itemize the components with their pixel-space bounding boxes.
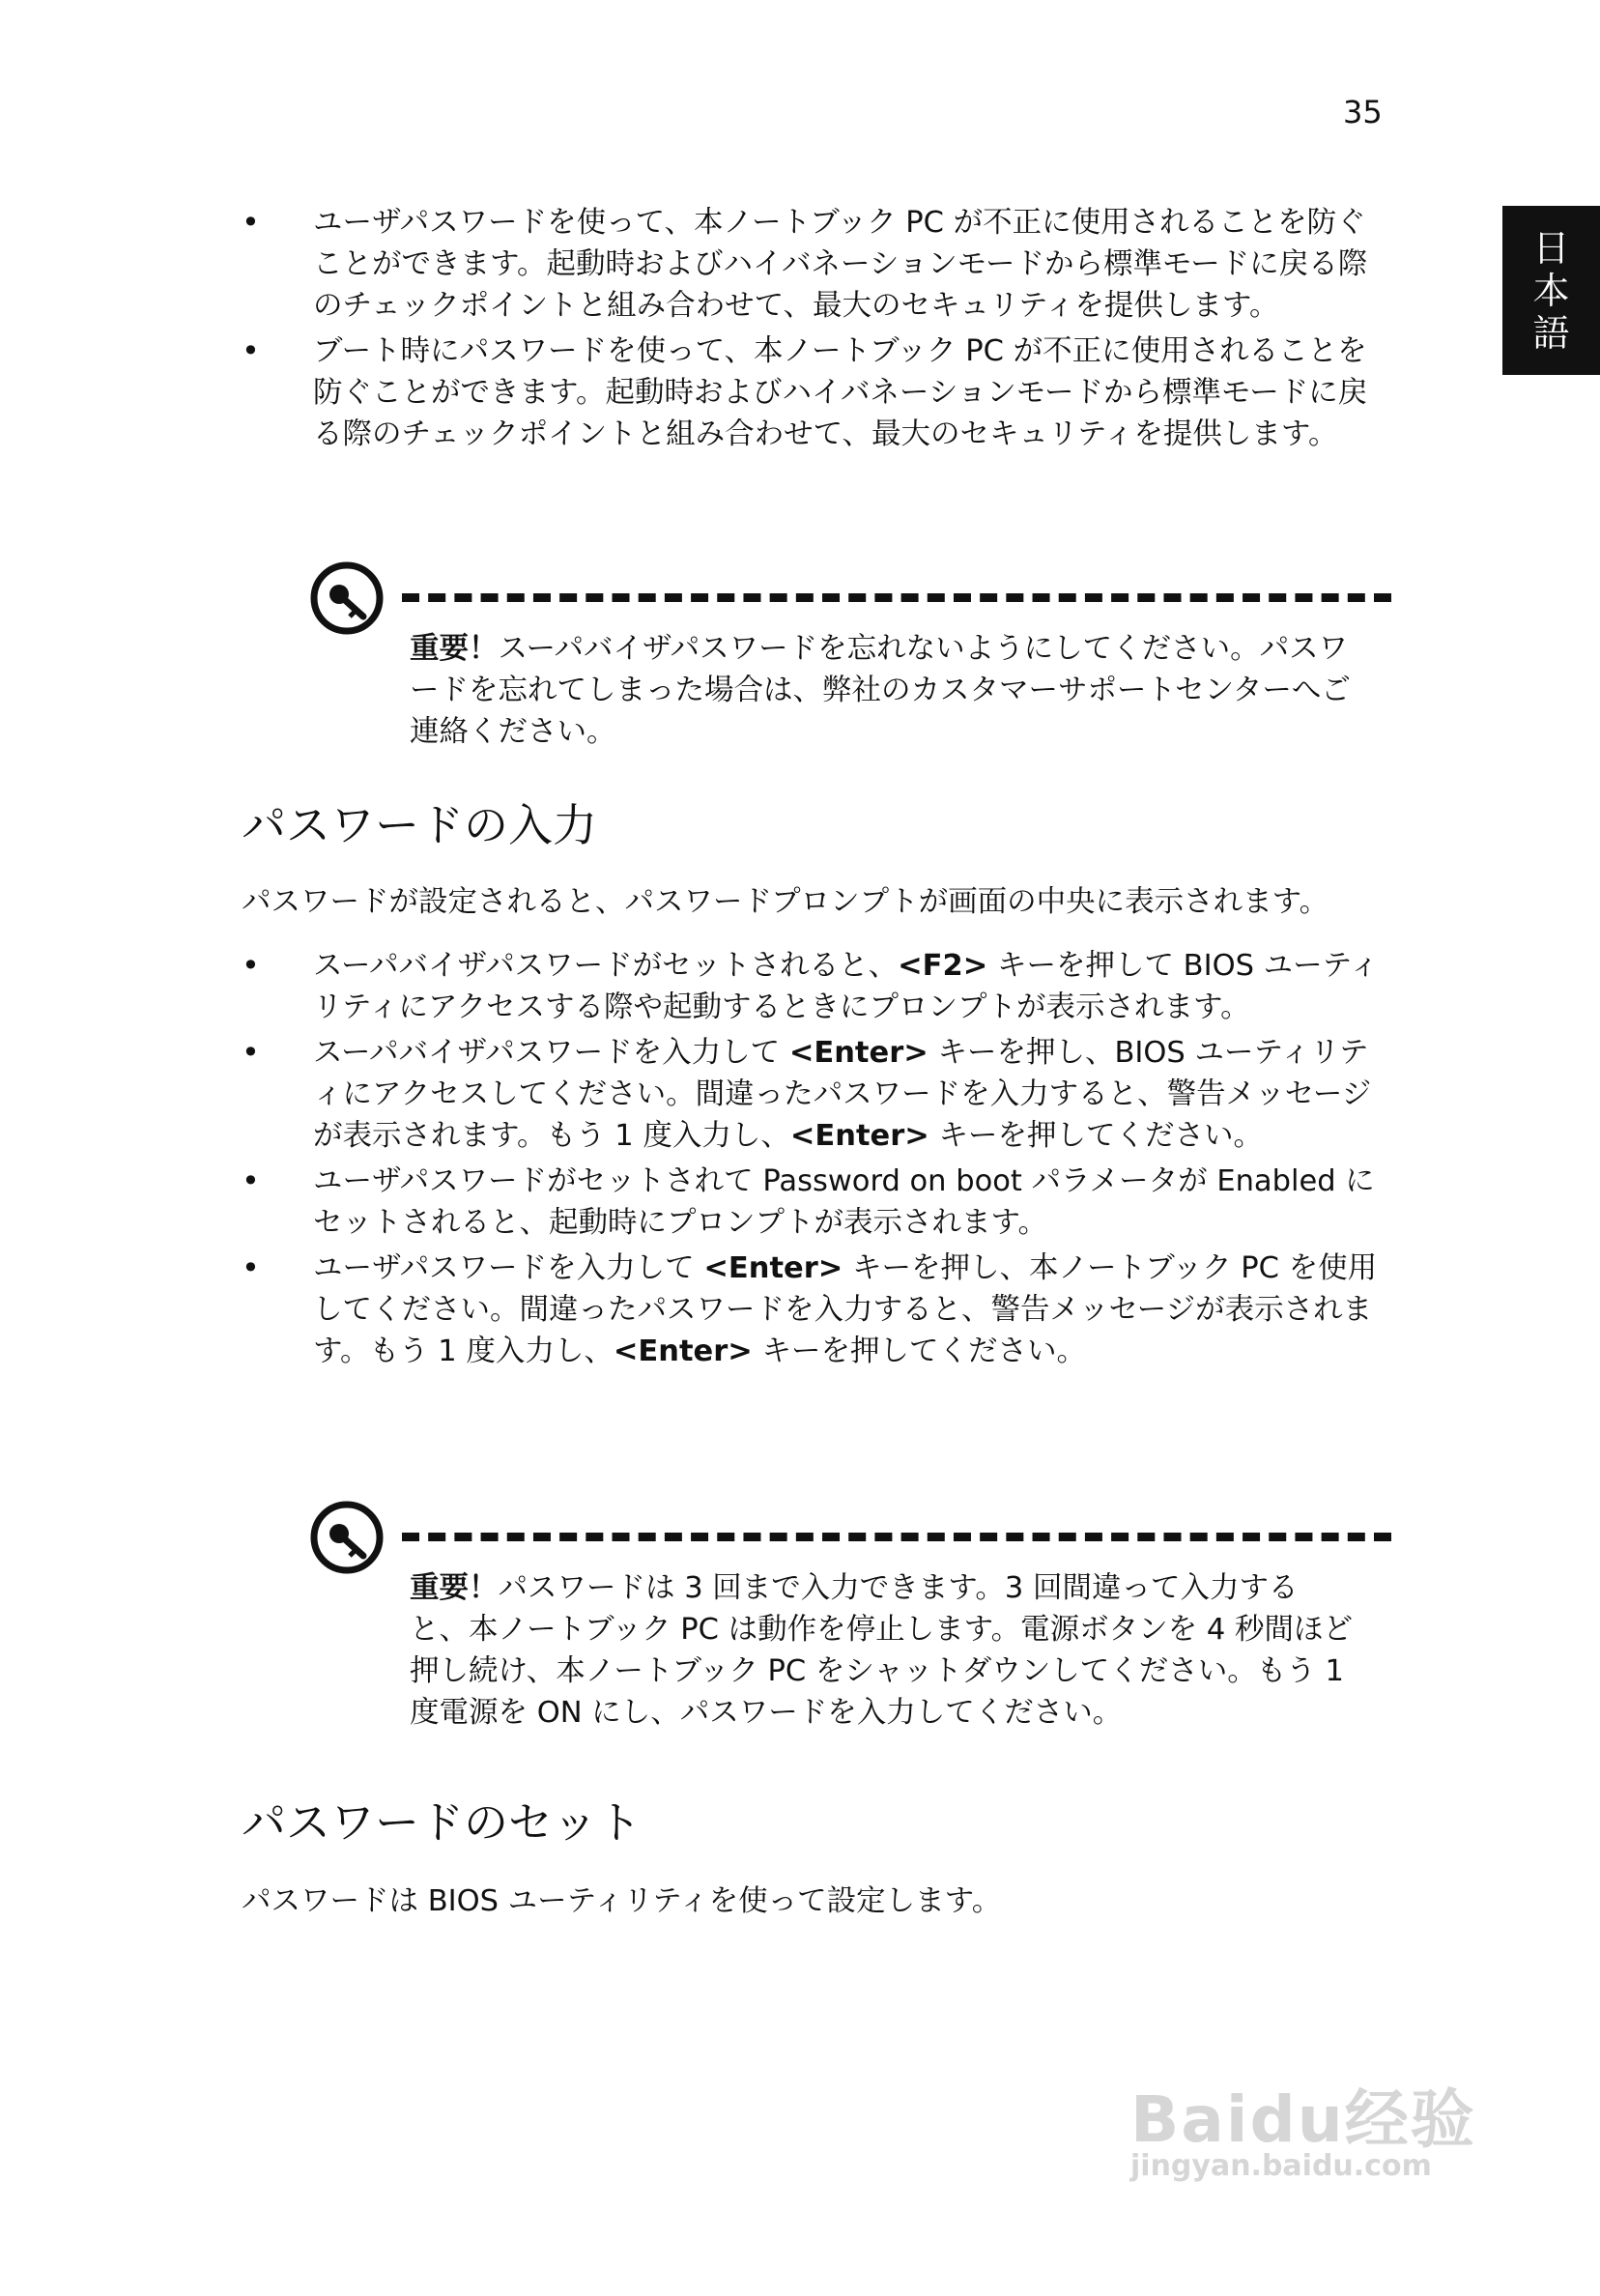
section-intro-set: パスワードは BIOS ユーティリティを使って設定します。 <box>242 1884 1002 1918</box>
language-tab-char: 語 <box>1532 311 1570 355</box>
enter-bullet-list <box>242 945 1391 1376</box>
language-tab-char: 本 <box>1532 269 1570 312</box>
watermark-url: jingyan.baidu.com <box>1130 2149 1432 2183</box>
key-icon <box>309 560 385 636</box>
language-tab-char: 日 <box>1532 226 1570 270</box>
note-label: 重要！ <box>410 1571 499 1605</box>
dashed-divider <box>402 1533 1391 1541</box>
list-item <box>242 1032 1391 1157</box>
watermark <box>1130 2029 1507 2184</box>
list-item-text: スーパバイザパスワードがセットされると、 <box>313 949 899 983</box>
important-note <box>309 1500 1391 1751</box>
note-text <box>410 628 1357 753</box>
list-item-text: スーパバイザパスワードを入力して <box>313 1036 789 1070</box>
list-item: • ブート時にパスワードを使って、本ノートブック PC が不正に使用されることを防ぐことができます。起動時およびハイバネーションモードから標準モードに戻る際のチェックポイントと組み合わせて、最大のセキュリティを提供します。 <box>242 330 1391 455</box>
section-intro-enter: パスワードが設定されると、パスワードプロンプトが画面の中央に表示されます。 <box>242 885 1329 919</box>
list-item <box>242 1248 1391 1372</box>
section-heading-set: パスワードのセット <box>242 1796 642 1849</box>
top-bullet-list <box>242 202 1391 459</box>
list-item-text: キーを押してください。 <box>929 1119 1264 1153</box>
note-text <box>410 1567 1357 1734</box>
list-item: • ユーザパスワードを使って、本ノートブック PC が不正に使用されることを防ぐことができます。起動時およびハイバネーションモードから標準モードに戻る際のチェックポイントと組み合わせて、最大のセキュリティを提供します。 <box>242 202 1391 327</box>
list-item-text: キーを押して BIOS ユーティリティにアクセスする際や起動するときにプロンプトが表示されます。 <box>313 949 1380 1024</box>
language-tab <box>1502 206 1600 375</box>
list-item <box>242 1161 1391 1244</box>
key-name: <Enter> <box>703 1251 843 1285</box>
watermark-logo: Baidu经验 <box>1130 2082 1476 2157</box>
dashed-divider <box>402 593 1391 602</box>
note-body: スーパバイザパスワードを忘れないようにしてください。パスワードを忘れてしまった場合は、弊社のカスタマーサポートセンターへご連絡ください。 <box>410 632 1351 749</box>
note-label: 重要！ <box>410 632 499 666</box>
list-item-text: キーを押し、本ノートブック PC を使用してください。間違ったパスワードを入力すると、警告メッセージが表示されます。もう 1 度入力し、 <box>313 1251 1378 1368</box>
list-item-text: ユーザパスワードを入力して <box>313 1251 704 1285</box>
key-name: <Enter> <box>789 1119 929 1153</box>
section-heading-enter: パスワードの入力 <box>242 799 597 851</box>
page-number: 35 <box>1343 94 1383 130</box>
list-item-text: ユーザパスワードがセットされて Password on boot パラメータが Enabled にセットされると、起動時にプロンプトが表示されます。 <box>313 1164 1375 1240</box>
key-name: <F2> <box>898 949 988 983</box>
note-body: パスワードは 3 回まで入力できます。3 回間違って入力すると、本ノートブック PC は動作を停止します。電源ボタンを 4 秒間ほど押し続け、本ノートブック PC をシャットダウンしてください。もう 1 度電源を ON にし、パスワードを入力してください。 <box>410 1571 1353 1730</box>
key-name: <Enter> <box>788 1036 929 1070</box>
list-item-text: キーを押してください。 <box>752 1335 1087 1368</box>
key-icon <box>309 1500 385 1575</box>
important-note <box>309 560 1391 754</box>
list-item <box>242 945 1391 1028</box>
key-name: <Enter> <box>613 1335 753 1368</box>
list-item-text: キーを押し、BIOS ユーティリティにアクセスしてください。間違ったパスワードを入力すると、警告メッセージが表示されます。もう 1 度入力し、 <box>313 1036 1372 1153</box>
